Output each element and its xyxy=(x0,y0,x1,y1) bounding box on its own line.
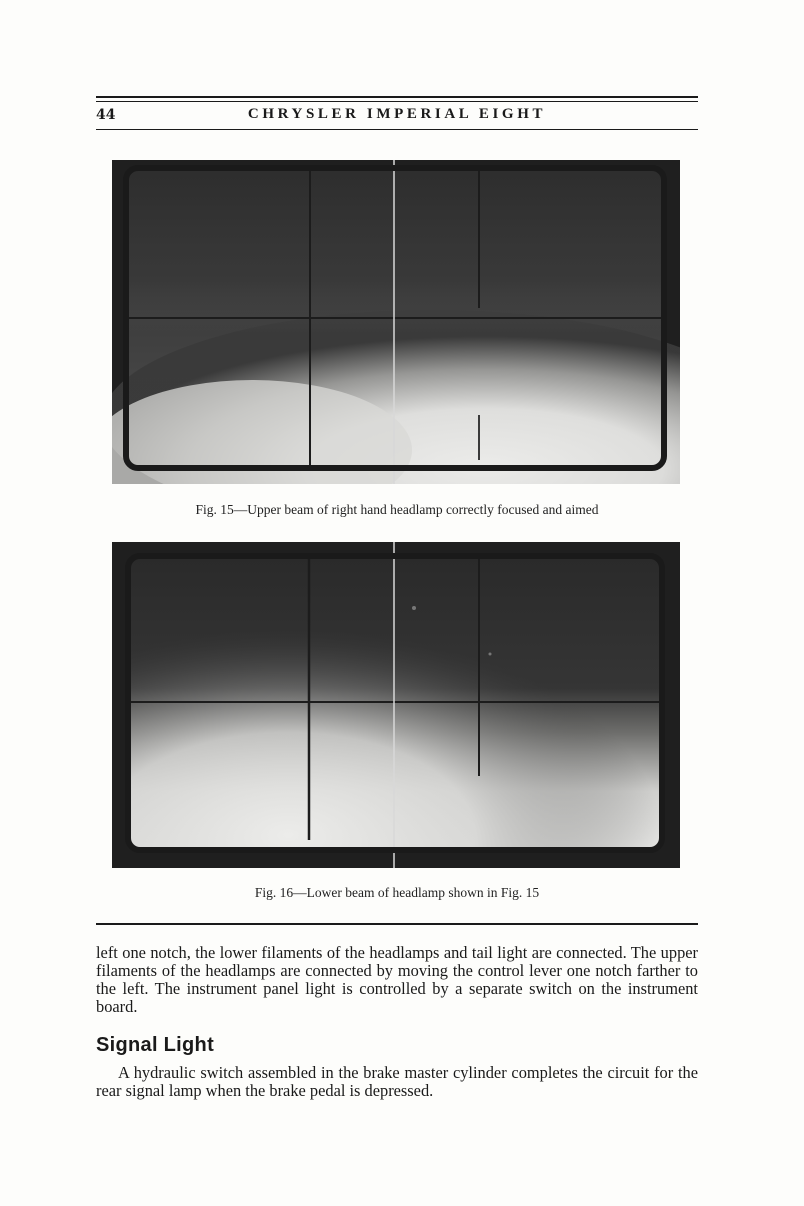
header-rule-bottom xyxy=(96,129,698,130)
body-paragraph-2: A hydraulic switch assembled in the brake master cylinder completes the circuit for the rear signal lamp when the brake pedal is depressed. xyxy=(96,1063,698,1100)
section-heading-signal-light: Signal Light xyxy=(96,1034,215,1056)
upper-beam-image xyxy=(112,160,680,484)
figure-16-caption: Fig. 16—Lower beam of headlamp shown in Fig. 15 xyxy=(254,885,540,900)
lower-beam-image xyxy=(112,542,680,868)
header-rule-top-thin xyxy=(96,101,698,102)
body-paragraph-1: left one notch, the lower filaments of the headlamps and tail light are connected. The upper filaments of the headlamps are connected by moving the control lever one notch farther to the left. The instrument panel light is controlled by a separate switch on the instrument board. xyxy=(96,943,698,1016)
figure-16-photo xyxy=(112,542,680,868)
page-number: 44 xyxy=(96,107,116,123)
figure-15-photo xyxy=(112,160,680,484)
section-divider-rule xyxy=(96,923,698,925)
running-title: CHRYSLER IMPERIAL EIGHT xyxy=(247,106,547,122)
header-rule-top xyxy=(96,96,698,98)
figure-15-caption: Fig. 15—Upper beam of right hand headlamp correctly focused and aimed xyxy=(195,502,599,517)
